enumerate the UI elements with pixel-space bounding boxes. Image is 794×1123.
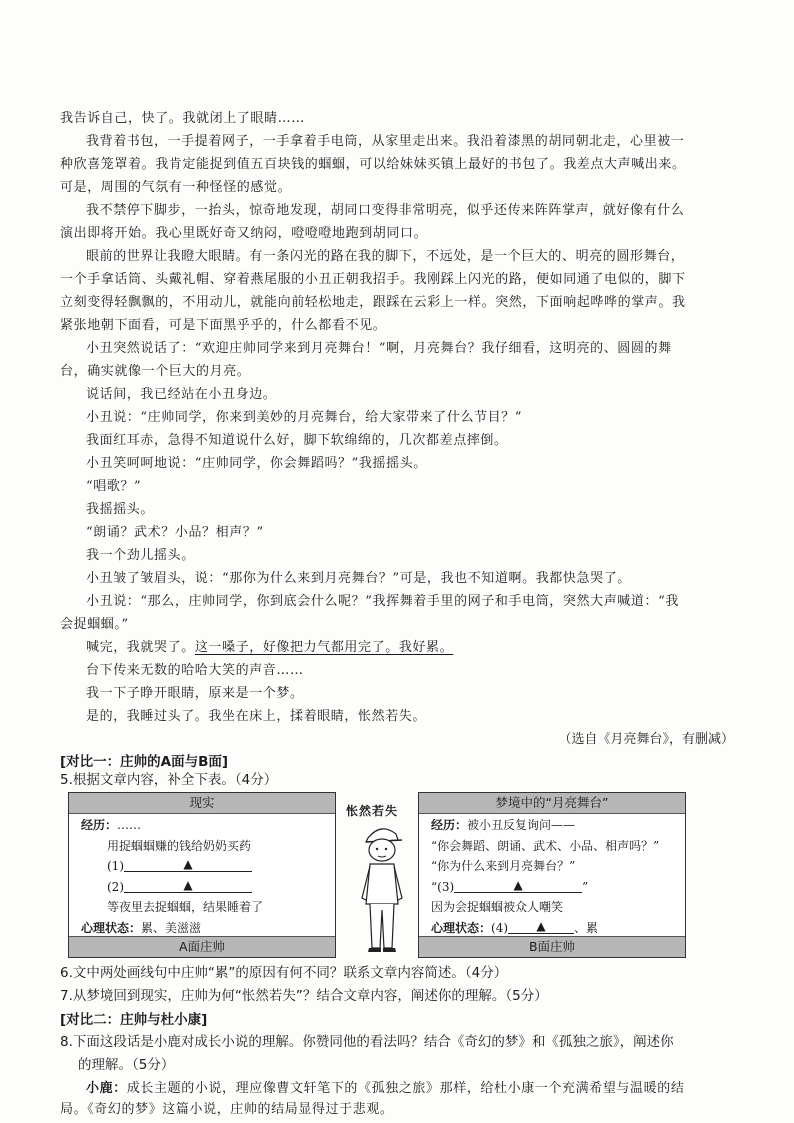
passage-text: 喊完，我就哭了。 [86,640,195,655]
passage-line: 演出即将开始。我心里既好奇又纳闷，噔噔噔地跑到胡同口。 [60,226,428,241]
reality-footer: A面庄帅 [69,936,335,957]
table-reality-box [68,792,336,958]
dream-line-1: “你会舞蹈、朗诵、武术、小品、相声吗？” [431,838,660,853]
passage-line: 台，确实就像一个巨大的月亮。 [60,364,251,379]
passage-line: “唱歌？” [86,479,142,494]
experience-label: 经历： [81,818,118,832]
underlined-sentence: 这一嗓子，好像把力气都用完了。我好累。 [194,640,454,655]
blank-row-2 [81,877,329,898]
dream-footer: B面庄帅 [419,936,685,957]
question-8-line-1: 8.下面这段话是小鹿对成长小说的理解。你赞同他的看法吗？结合《奇幻的梦》和《孤独之旅》，阐述你 [60,1034,674,1050]
passage-line: 一个手拿话筒、头戴礼帽、穿着燕尾服的小丑正朝我招手。我刚踩上闪光的路，便如同通了电似的，脚下 [60,272,686,287]
reality-line-4: 等夜里去捉蝈蝈，结果睡着了 [107,900,264,914]
dream-line-2: “你为什么来到月亮舞台？” [431,859,576,873]
dream-line-4: 因为会捉蝈蝈被众人嘲笑 [431,900,564,914]
passage-line: 小丑突然说话了：“欢迎庄帅同学来到月亮舞台！”啊，月亮舞台？我仔细看，这明亮的、圆圆的舞 [86,341,672,356]
blank-2-number: (2) [107,879,124,894]
passage-line: 我面红耳赤，急得不知道说什么好，脚下软绵绵的，几次都差点摔倒。 [86,433,508,448]
passage-line: 紧张地朝下面看，可是下面黑乎乎的，什么都看不见。 [60,318,387,333]
blank-4-number: (4) [491,920,509,935]
passage-line: 会捉蝈蝈。” [60,617,129,632]
state-label: 心理状态： [431,920,492,935]
xiaolu-text: 成长主题的小说，理应像曹文轩笔下的《孤独之旅》那样，给杜小康一个充满希望与温暖的结 [126,1081,685,1096]
passage-line: 我不禁停下脚步，一抬头，惊奇地发现，胡同口变得非常明亮，似乎还传来阵阵掌声，就好像有什么 [86,203,685,218]
state-label: 心理状态： [81,920,142,935]
passage-line: 我一个劲儿摇头。 [86,548,195,563]
xiaolu-quote-line-2: 局。《奇幻的梦》这篇小说，庄帅的结局显得过于悲观。 [60,1102,394,1117]
passage-line: 说话间，我已经站在小丑身边。 [86,387,277,402]
triangle-marker-icon: ▲ [183,857,193,871]
reality-line-1: 用捉蝈蝈赚的钱给奶奶买药 [107,838,252,853]
experience-label: 经历： [431,818,468,832]
question-7: 7.从梦境回到现实，庄帅为何“怅然若失”？结合文章内容，阐述你的理解。（5分） [60,988,548,1004]
passage-line: 种欣喜笼罩着。我肯定能捉到值五百块钱的蝈蝈，可以给妹妹买镇上最好的书包了。我差点大声喊出来。 [60,157,686,172]
passage-line: 我一下子睁开眼睛，原来是一个梦。 [86,686,304,701]
xiaolu-quote-line-1 [60,1077,736,1100]
experience-text: 被小丑反复询问—— [467,818,576,832]
question-8-line-2: 的理解。（5分） [78,1057,175,1073]
table-dream-box [418,792,686,958]
state-tail: 、累 [574,920,599,935]
question-5: 5.根据文章内容，补全下表。（4分） [60,772,278,788]
blank-row-3 [431,877,679,898]
dream-body [431,815,679,938]
source-citation: （选自《月亮舞台》，有删减） [558,732,734,747]
answer-blank-1[interactable] [124,858,252,872]
section-title-1: [对比一：庄帅的A面与B面] [60,754,229,770]
state-text: 累、美滋滋 [141,920,202,935]
passage-line: 我摇摇头。 [86,502,155,517]
passage-line-with-underline [60,636,736,659]
passage-line: “朗诵？武术？小品？相声？” [86,525,264,540]
boy-illustration [352,818,410,958]
passage-line: 小丑说：“那么，庄帅同学，你到底会什么呢？”我挥舞着手里的网子和手电筒，突然大声喊道：“我 [86,594,679,609]
passage-line: 眼前的世界让我瞪大眼睛。有一条闪光的路在我的脚下，不远处，是一个巨大的、明亮的圆形舞台， [86,249,685,264]
answer-blank-4[interactable] [508,920,574,934]
passage-line: 可是，周围的气氛有一种怪怪的感觉。 [60,180,292,195]
answer-blank-2[interactable] [124,879,252,893]
triangle-marker-icon: ▲ [513,877,523,892]
middle-label: 怅然若失 [346,804,399,818]
triangle-marker-icon: ▲ [183,877,193,892]
triangle-marker-icon: ▲ [536,918,546,933]
passage-line: 我告诉自己，快了。我就闭上了眼睛…… [60,111,305,126]
passage-line: 小丑笑呵呵地说：“庄帅同学，你会舞蹈吗？”我摇摇头。 [86,456,427,471]
blank-3-quote: ” [582,879,589,894]
passage-line: 是的，我睡过头了。我坐在床上，揉着眼睛，怅然若失。 [86,709,427,724]
blank-row-1 [81,856,329,877]
section-title-2: [对比二：庄帅与杜小康] [60,1012,208,1028]
passage-line: 小丑皱了皱眉头，说：“那你为什么来到月亮舞台？”可是，我也不知道啊。我都快急哭了。 [86,571,631,586]
experience-text: …… [117,818,142,832]
blank-3-number: “(3) [431,879,455,894]
reality-header: 现实 [69,793,335,814]
answer-blank-3[interactable] [454,879,582,893]
passage-line: 台下传来无数的哈哈大笑的声音…… [86,663,304,678]
passage-line: 我背着书包，一手提着网子，一手拿着手电筒，从家里走出来。我沿着漆黑的胡同朝北走，心里被一 [86,134,685,149]
question-6: 6.文中两处画线句中庄帅“累”的原因有何不同？联系文章内容简述。（4分） [60,965,508,981]
xiaolu-label: 小鹿： [86,1081,127,1096]
blank-1-number: (1) [107,859,124,873]
dream-header: 梦境中的“月亮舞台” [419,793,685,814]
reality-body [81,815,329,938]
passage-line: 立刻变得轻飘飘的，不用动儿，就能向前轻松地走，跟踩在云彩上一样。突然，下面响起哗哗的掌声。我 [60,295,686,310]
passage-line: 小丑说：“庄帅同学，你来到美妙的月亮舞台，给大家带来了什么节目？” [86,410,523,425]
